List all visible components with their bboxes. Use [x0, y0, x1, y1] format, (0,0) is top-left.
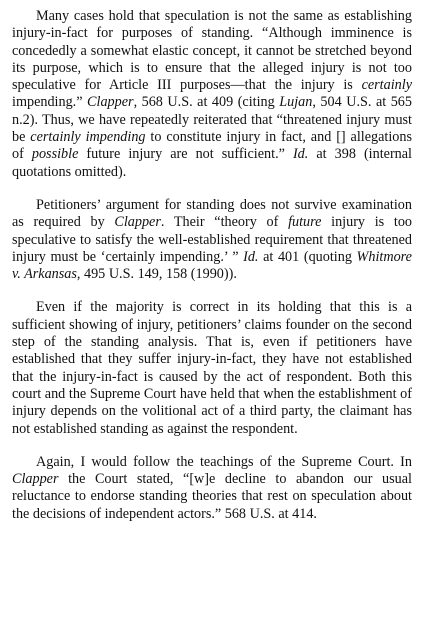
italic-text: certainly impending: [30, 129, 146, 146]
body-text: Again, I would follow the teachings of the Supreme Court. In: [36, 453, 412, 470]
body-text: , 495 U.S. 149, 158 (1990)).: [76, 266, 237, 283]
italic-text: Whitmore v. Arkansas: [12, 248, 412, 283]
body-text: Many cases hold that speculation is not the same as establishing injury-in-fact for purposes of standing. “Although imminence is concededly a somewhat elastic concept, it cannot be stretched beyond its purpose, which is to ensure that the alleged injury is not too speculative for Article III purposes—that the injury is: [12, 8, 412, 94]
body-text: impending.”: [12, 94, 88, 111]
paragraph-3: [12, 299, 412, 437]
body-text: injury is too speculative to satisfy the well-established requirement that threatened injury must be ‘certainly impending.’ ”: [12, 214, 413, 265]
body-text: to constitute injury in fact, and [] allegations of: [12, 129, 412, 163]
italic-text: possible: [31, 146, 79, 163]
italic-text: certainly: [361, 77, 412, 94]
body-text: the Court stated, “[w]e decline to abandon our usual reluctance to endorse standing theories that rest on speculation about the decisions of independent actors.” 568 U.S. at 414.: [12, 471, 412, 522]
document-page: [12, 8, 412, 523]
paragraph-1: [12, 8, 412, 181]
body-text: , 568 U.S. at 409 (citing: [133, 94, 280, 111]
paragraph-4: [12, 454, 412, 523]
italic-text: Clapper: [87, 94, 134, 111]
italic-text: Clapper: [114, 214, 161, 231]
italic-text: Clapper: [12, 471, 59, 488]
body-text: future injury are not sufficient.”: [78, 146, 293, 163]
italic-text: Id.: [292, 146, 309, 163]
body-text: at 401 (quoting: [258, 248, 357, 265]
italic-text: future: [288, 214, 322, 231]
italic-text: Id.: [243, 248, 259, 265]
body-text: Petitioners’ argument for standing does not survive examination as required by: [12, 196, 412, 231]
body-text: . Their “theory of: [160, 214, 289, 231]
body-text: , 504 U.S. at 565 n.2). Thus, we have repeatedly reiterated that “threatened injury must be: [12, 94, 412, 146]
body-text: Even if the majority is correct in its holding that this is a sufficient showing of injury, petitioners’ claims founder on the second step of the standing analysis. That is, even if petitioners have established that they suffer injury-in-fact, they have not established that the injury-in-fact is caused by the act of respondent. Both this court and the Supreme Court have held that when the establishment of injury depends on the volitional act of a third party, the claimant has not established standing as against the respondent.: [12, 299, 412, 437]
paragraph-2: [12, 197, 412, 283]
body-text: at 398 (internal quotations omitted).: [12, 146, 412, 180]
italic-text: Lujan: [279, 94, 313, 111]
